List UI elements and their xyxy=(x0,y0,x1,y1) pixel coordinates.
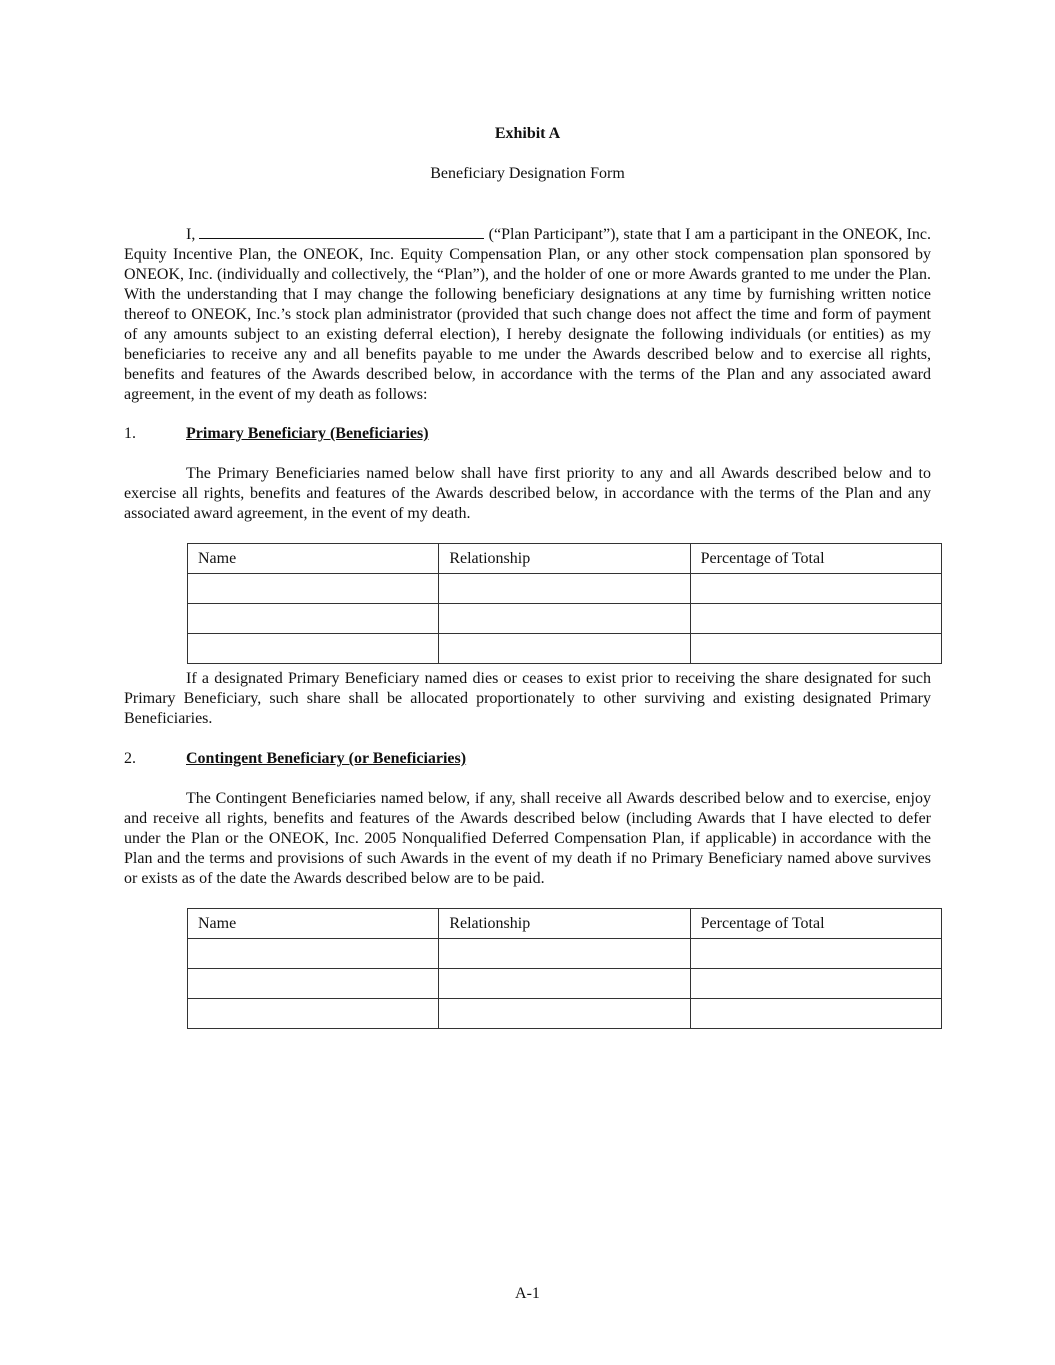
header-percentage: Percentage of Total xyxy=(690,909,941,939)
table-row xyxy=(188,969,942,999)
table-header-row xyxy=(188,909,942,939)
table-row xyxy=(188,939,942,969)
primary-body-text: The Primary Beneficiaries named below shall have first priority to any and all Awards described below and to exercise all rights, benefits and features of the Awards described below, in accordance with the terms of the Plan and any associated award agreement, in the event of my death. xyxy=(124,465,931,522)
intro-text: (“Plan Participant”), state that I am a participant in the ONEOK, Inc. Equity Incentive Plan, the ONEOK, Inc. Equity Compensation Plan, or any other stock compensation plan sponsored by ONEOK, Inc. (individually and collectively, the “Plan”), and the holder of one or more Awards granted to me under the Plan. With the understanding that I may change the following beneficiary designations at any time by furnishing written notice thereof to ONEOK, Inc.’s stock plan administrator (provided that such change does not affect the time and form of payment of any amounts subject to an existing deferral election), I hereby designate the following individuals (or entities) as my beneficiaries to receive any and all benefits payable to me under the Awards described below and to exercise all rights, benefits and features of the Awards described below, in accordance with the terms of the Plan and any associated award agreement, in the event of my death as follows: xyxy=(124,226,932,403)
header-name: Name xyxy=(188,544,439,574)
exhibit-title: Exhibit A xyxy=(494,125,561,142)
contingent-percentage-cell[interactable] xyxy=(690,999,941,1029)
primary-name-cell[interactable] xyxy=(188,604,439,634)
contingent-beneficiary-table xyxy=(187,908,942,1029)
primary-section-title: Primary Beneficiary (Beneficiaries) xyxy=(186,425,429,442)
primary-after-paragraph xyxy=(124,669,931,729)
table-header-row xyxy=(188,544,942,574)
contingent-section-title: Contingent Beneficiary (or Beneficiaries) xyxy=(186,750,467,767)
primary-beneficiary-table xyxy=(187,543,942,664)
primary-name-cell[interactable] xyxy=(188,574,439,604)
primary-section-number: 1. xyxy=(124,425,136,442)
primary-name-cell[interactable] xyxy=(188,634,439,664)
contingent-body-text: The Contingent Beneficiaries named below, if any, shall receive all Awards described below and to exercise, enjoy and receive all rights, benefits and features of the Awards described below (including Awards that I have elected to defer under the Plan or the ONEOK, Inc. 2005 Nonqualified Deferred Compensation Plan, if applicable) in accordance with the Plan and the terms and provisions of such Awards in the event of my death if no Primary Beneficiary named above survives or exists as of the date the Awards described below are to be paid. xyxy=(124,790,931,887)
form-title: Beneficiary Designation Form xyxy=(430,165,625,182)
primary-relationship-cell[interactable] xyxy=(439,604,690,634)
table-row xyxy=(188,634,942,664)
intro-prefix: I, xyxy=(186,226,196,243)
table-row xyxy=(188,574,942,604)
primary-percentage-cell[interactable] xyxy=(690,574,941,604)
contingent-percentage-cell[interactable] xyxy=(690,939,941,969)
contingent-relationship-cell[interactable] xyxy=(439,939,690,969)
contingent-section-heading xyxy=(124,749,466,769)
primary-relationship-cell[interactable] xyxy=(439,634,690,664)
primary-percentage-cell[interactable] xyxy=(690,604,941,634)
primary-section-heading xyxy=(124,424,429,444)
primary-body-paragraph xyxy=(124,464,931,524)
primary-percentage-cell[interactable] xyxy=(690,634,941,664)
table-row xyxy=(188,604,942,634)
header-name: Name xyxy=(188,909,439,939)
contingent-section-number: 2. xyxy=(124,750,136,767)
contingent-relationship-cell[interactable] xyxy=(439,969,690,999)
contingent-body-paragraph xyxy=(124,789,931,889)
page-number: A-1 xyxy=(515,1285,540,1302)
contingent-relationship-cell[interactable] xyxy=(439,999,690,1029)
header-relationship: Relationship xyxy=(439,909,690,939)
contingent-name-cell[interactable] xyxy=(188,999,439,1029)
table-row xyxy=(188,999,942,1029)
primary-after-text: If a designated Primary Beneficiary named dies or ceases to exist prior to receiving the share designated for such Primary Beneficiary, such share shall be allocated proportionately to other surviving and existing designated Primary Beneficiaries. xyxy=(124,670,931,727)
intro-paragraph xyxy=(124,224,931,405)
contingent-name-cell[interactable] xyxy=(188,969,439,999)
header-relationship: Relationship xyxy=(439,544,690,574)
participant-name-line[interactable] xyxy=(199,224,484,239)
header-percentage: Percentage of Total xyxy=(690,544,941,574)
primary-relationship-cell[interactable] xyxy=(439,574,690,604)
contingent-name-cell[interactable] xyxy=(188,939,439,969)
contingent-percentage-cell[interactable] xyxy=(690,969,941,999)
